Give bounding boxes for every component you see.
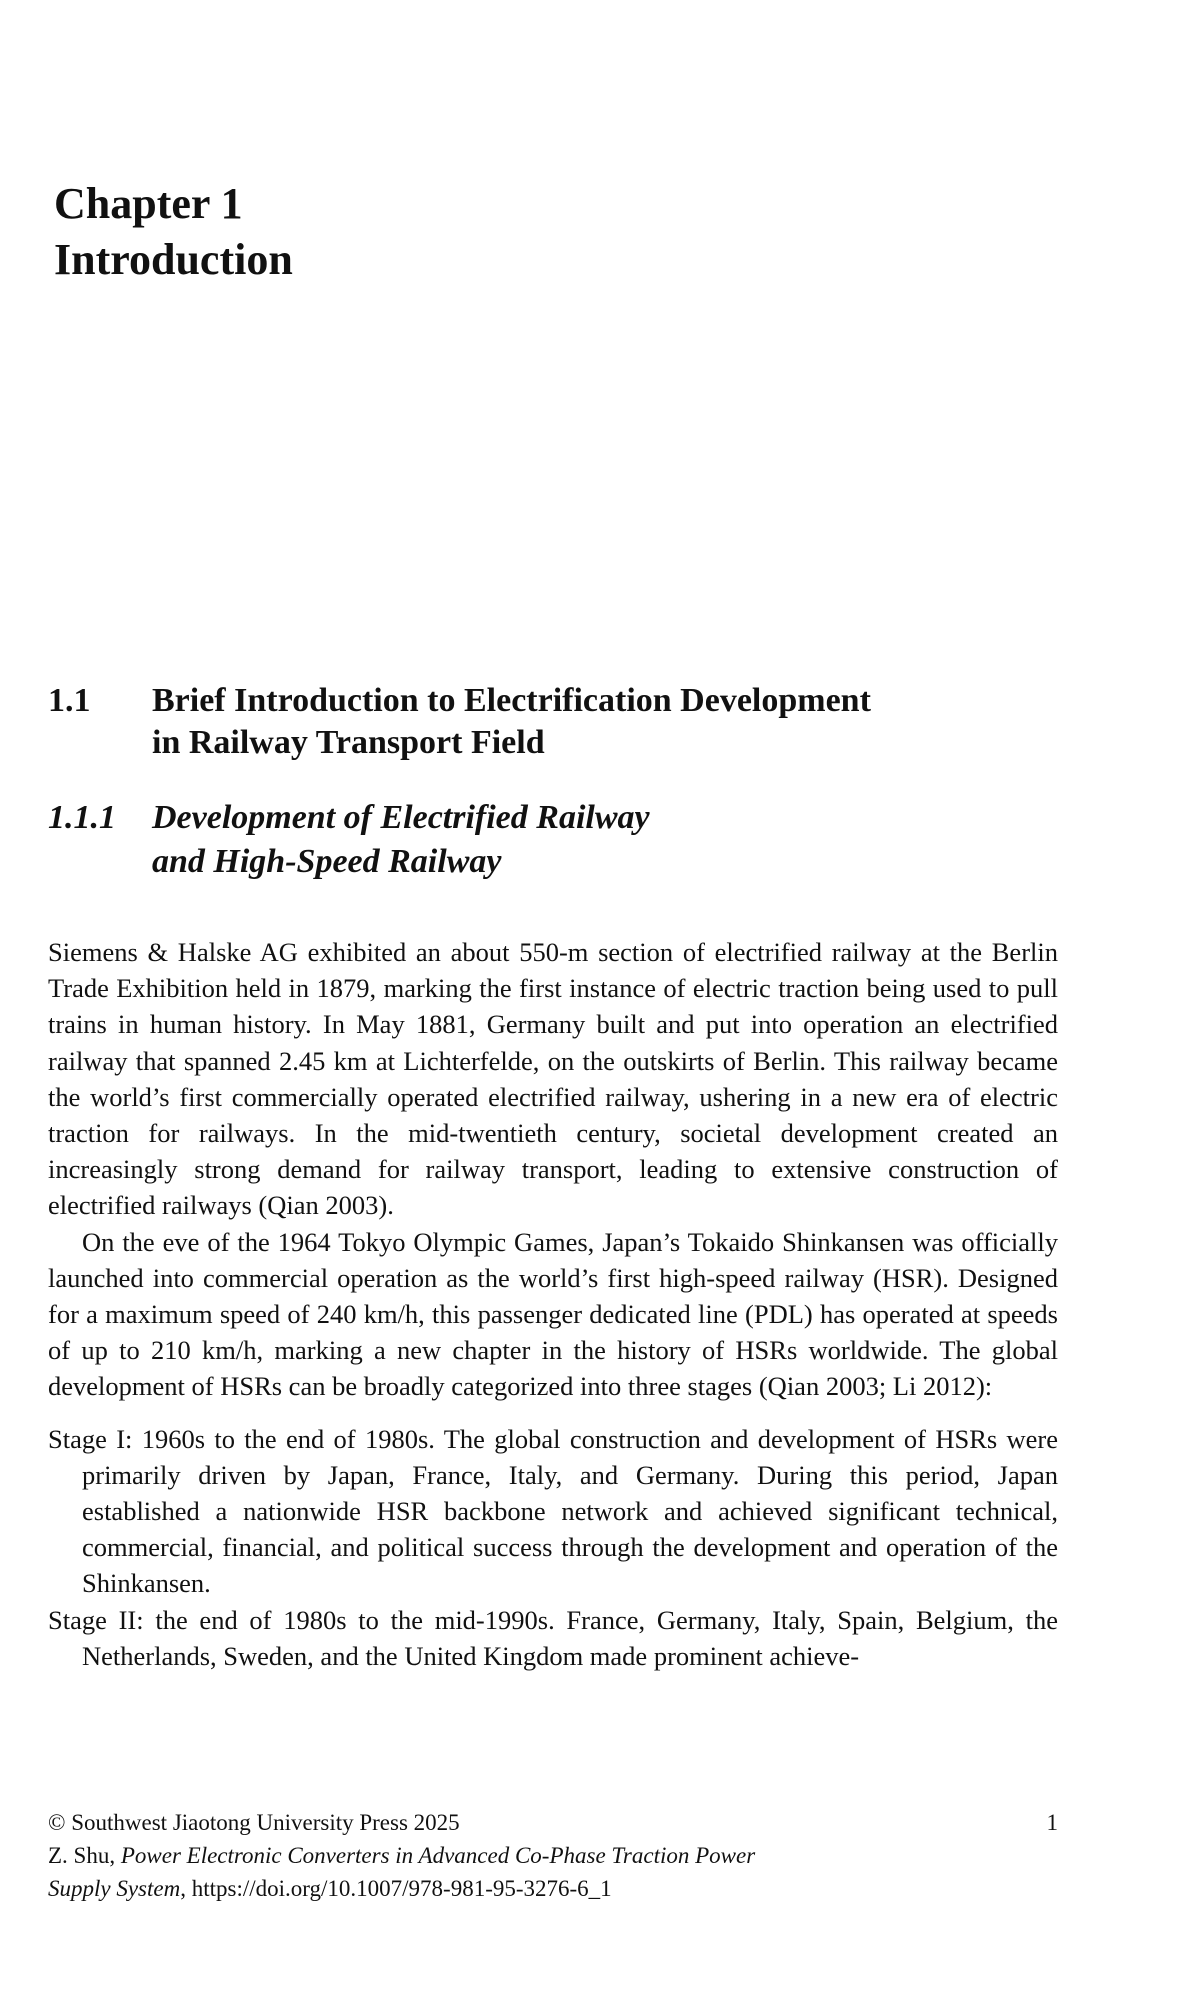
section-title — [152, 680, 1058, 764]
subsection-title — [152, 796, 1058, 884]
subsection-title-line-2: and High-Speed Railway — [152, 843, 502, 880]
section-number: 1.1 — [48, 682, 91, 719]
copyright-notice: © Southwest Jiaotong University Press 2025 — [48, 1810, 460, 1835]
chapter-label: Chapter 1 — [54, 179, 243, 228]
section-title-line-2: in Railway Transport Field — [152, 724, 545, 761]
section-title-line-1: Brief Introduction to Electrification Development — [152, 682, 871, 719]
citation-line-2 — [48, 1872, 1058, 1905]
section-heading — [48, 680, 1058, 764]
body-text — [48, 934, 1058, 1674]
stage-item-1: Stage I: 1960s to the end of 1980s. The global construction and development of HSRs were primarily driven by Japan, France, Italy, and Germany. During this period, Japan established a nationwide HSR backbone network and achieved significant technical, commercial, financial, and political success through the development and operation of the Shinkansen. — [48, 1423, 1058, 1599]
chapter-title: Introduction — [54, 235, 293, 284]
chapter-heading — [54, 176, 293, 288]
page-number: 1 — [1046, 1810, 1058, 1835]
stage-list — [48, 1421, 1058, 1674]
paragraph-1: Siemens & Halske AG exhibited an about 550-m section of electrified railway at the Berlin Trade Exhibition held in 1879, marking the first instance of electric traction being used to pull trains in human history. In May 1881, Germany built and put into operation an electrified railway that spanned 2.45 km at Lichterfelde, on the outskirts of Berlin. This railway became the world’s first commercially operated electrified railway, ushering in a new era of electric traction for railways. In the mid-twentieth century, societal development created an increasingly strong demand for railway transport, leading to extensive construction of electrified railways (Qian 2003). — [48, 937, 1058, 1221]
paragraph-2: On the eve of the 1964 Tokyo Olympic Games, Japan’s Tokaido Shinkansen was officially launched into commercial operation as the world’s first high-speed railway (HSR). Designed for a maximum speed of 240 km/h, this passenger dedicated line (PDL) has operated at speeds of up to 210 km/h, marking a new chapter in the history of HSRs worldwide. The global development of HSRs can be broadly categorized into three stages (Qian 2003; Li 2012): — [48, 1226, 1058, 1402]
subsection-heading — [48, 796, 1058, 884]
subsection-title-line-1: Development of Electrified Railway — [152, 799, 650, 836]
stage-item-2: Stage II: the end of 1980s to the mid-1990s. France, Germany, Italy, Spain, Belgium, the Netherlands, Sweden, and the United Kingdom made prominent achieve- — [48, 1604, 1058, 1671]
footer-first-line — [48, 1806, 1058, 1839]
book-page — [48, 0, 1058, 2014]
citation-doi: , https://doi.org/10.1007/978-981-95-3276-6_1 — [180, 1876, 612, 1901]
citation-book-title-part-2: Supply System — [48, 1876, 181, 1901]
subsection-number: 1.1.1 — [48, 799, 116, 836]
citation-book-title-part-1: Power Electronic Converters in Advanced Co-Phase Traction Power — [120, 1843, 756, 1868]
page-footer — [48, 1806, 1058, 1905]
citation-line-1 — [48, 1839, 1058, 1872]
citation-author: Z. Shu, — [48, 1843, 121, 1868]
